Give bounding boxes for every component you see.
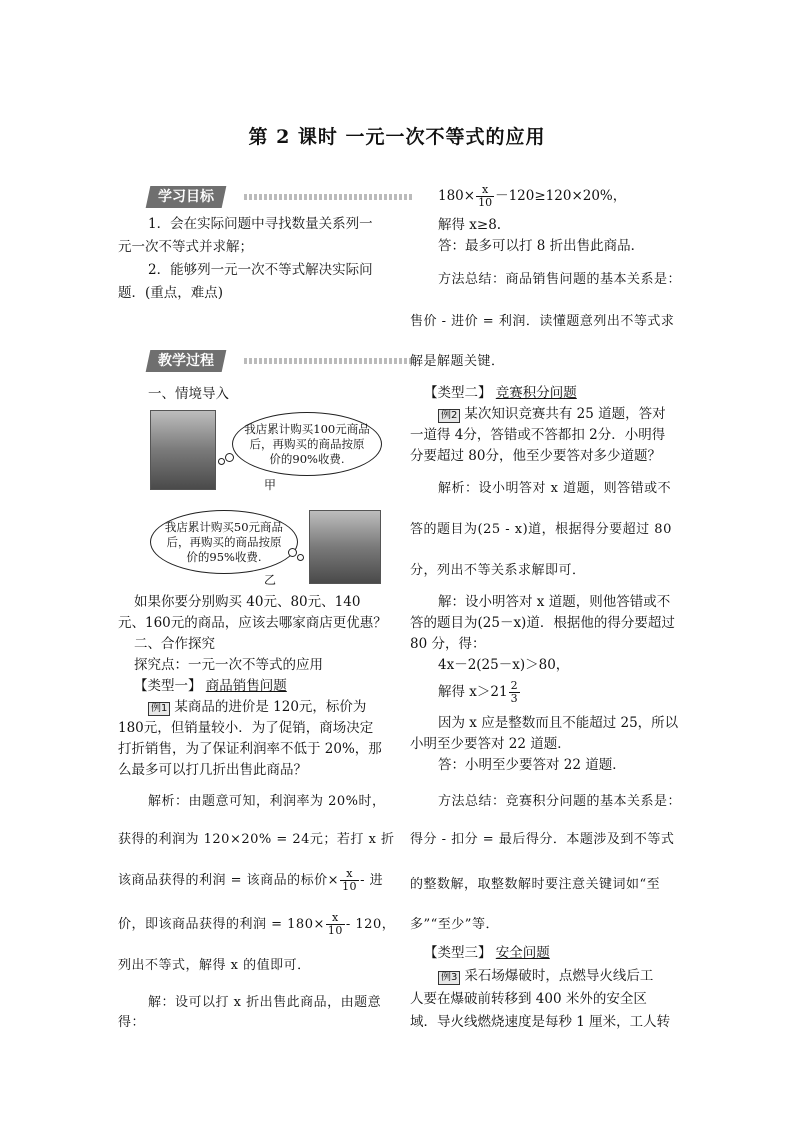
- label-yi: 乙: [264, 573, 277, 587]
- example-3-line-1: 例3 采石场爆破时，点燃导火线后工: [438, 966, 653, 986]
- example-2-tag: 例2: [438, 409, 460, 423]
- method-summary-2-line-3: 的整数解，取整数解时要注意关键词如“至: [410, 877, 661, 892]
- answer-1: 答：最多可以打 8 折出售此商品．: [438, 238, 645, 254]
- section-goals-header: [148, 186, 414, 208]
- solution-2-reason-1: 因为 x 应是整数而且不能超过 25，所以: [438, 715, 679, 731]
- example-3-line-2: 人要在爆破前转移到 400 米外的安全区: [410, 991, 647, 1007]
- cooperation-heading: 二、合作探究: [134, 636, 215, 652]
- question-line-1: 如果你要分别购买 40元、80元、140: [134, 594, 361, 610]
- type-two-heading: 【类型二】 竞赛积分问题: [424, 385, 577, 401]
- analysis-1-line-4: 价，即该商品获得的利润 = 180× $\frac{x}{10}$ - 120，: [118, 911, 396, 937]
- example-1-line-2: 180元，但销量较小．为了促销，商场决定: [118, 720, 374, 736]
- thought-dot: [297, 554, 304, 561]
- answer-2: 答：小明至少要答对 22 道题．: [438, 757, 626, 773]
- goal-2a: 2．能够列一元一次不等式解决实际问: [148, 262, 373, 278]
- speech-bubble-yi: 我店累计购买50元商品 后，再购买的商品按原 价的95%收费.: [150, 510, 298, 574]
- solution-1-line-1: 解：设可以打 x 折出售此商品，由题意: [148, 995, 382, 1010]
- fraction-x-over-10: $\frac{x}{10}$: [478, 183, 493, 209]
- section-process-divider: [244, 358, 414, 364]
- probe-point: 探究点：一元一次不等式的应用: [134, 657, 323, 673]
- analysis-2-line-3: 分，列出不等关系求解即可．: [410, 563, 586, 578]
- example-1-line-1: 例1 某商品的进价是 120元，标价为: [148, 697, 366, 717]
- equation-1: 180× $\frac{x}{10}$ －120≥120×20%，: [438, 183, 627, 209]
- fraction-two-thirds: $\frac{2}{3}$: [510, 679, 518, 705]
- goal-1a: 1．会在实际问题中寻找数量关系列一: [148, 216, 373, 232]
- example-3-line-3: 域．导火线燃烧速度是每秒 1 厘米，工人转: [410, 1014, 671, 1030]
- type-one-heading: 【类型一】 商品销售问题: [134, 678, 287, 694]
- type-three-heading: 【类型三】 安全问题: [424, 945, 550, 961]
- inequality-2: 4x－2(25－x)＞80，: [438, 657, 570, 673]
- shopkeeper-photo-yi: [309, 510, 381, 584]
- solution-result-1: 解得 x≥8.: [438, 217, 502, 233]
- example-2-line-1: 例2 某次知识竞赛共有 25 道题，答对: [438, 404, 666, 424]
- analysis-1-line-3: 该商品获得的利润 = 该商品的标价× $\frac{x}{10}$ - 进: [118, 867, 384, 893]
- question-line-2: 元、160元的商品，应该去哪家商店更优惠？: [118, 615, 387, 631]
- shopkeeper-photo-jia: [150, 410, 216, 490]
- method-summary-2-line-1: 方法总结：竞赛积分问题的基本关系是：: [438, 794, 682, 809]
- goal-1b: 元一次不等式并求解；: [118, 239, 253, 255]
- goal-2b: 题．(重点，难点): [118, 285, 224, 301]
- example-3-tag: 例3: [438, 971, 460, 985]
- method-summary-1-line-3: 解是解题关键．: [410, 354, 505, 369]
- speech-bubble-jia: 我店累计购买100元商品 后，再购买的商品按原 价的90%收费.: [232, 412, 382, 476]
- example-2-line-2: 一道得 4分，答错或不答都扣 2分．小明得: [410, 427, 666, 443]
- solution-2-line-2: 答的题目为(25－x)道．根据他的得分要超过: [410, 615, 675, 631]
- thought-dot: [225, 453, 234, 462]
- thought-dot: [288, 548, 297, 557]
- section-process-label: 教学过程: [146, 350, 227, 372]
- section-goals-divider: [244, 194, 414, 200]
- method-summary-2-line-4: 多”“至少”等．: [410, 917, 499, 932]
- analysis-2-line-1: 解析：设小明答对 x 道题，则答错或不: [438, 481, 672, 496]
- example-1-line-3: 打折销售，为了保证利润率不低于 20%，那: [118, 741, 382, 757]
- solution-2-line-1: 解：设小明答对 x 道题，则他答错或不: [438, 594, 671, 610]
- method-summary-2-line-2: 得分 - 扣分 = 最后得分．本题涉及到不等式: [410, 832, 675, 847]
- method-summary-1-line-1: 方法总结：商品销售问题的基本关系是：: [438, 272, 682, 287]
- example-1-line-4: 么最多可以打几折出售此商品？: [118, 762, 307, 778]
- page-title: 第 2 课时 一元一次不等式的应用: [248, 126, 546, 148]
- thought-dot: [218, 458, 225, 465]
- solution-result-2: 解得 x＞21 $\frac{2}{3}$: [438, 679, 518, 705]
- analysis-1-line-5: 列出不等式，解得 x 的值即可．: [118, 958, 311, 973]
- solution-2-reason-2: 小明至少要答对 22 道题．: [410, 736, 571, 752]
- section-process-header: [148, 350, 414, 372]
- solution-2-line-3: 80 分，得：: [410, 636, 486, 652]
- analysis-1-line-2: 获得的利润为 120×20% = 24元；若打 x 折: [118, 832, 395, 847]
- analysis-1-line-1: 解析：由题意可知，利润率为 20%时，: [148, 794, 386, 809]
- fraction-x-over-10: $\frac{x}{10}$: [342, 867, 358, 893]
- intro-heading: 一、情境导入: [148, 386, 229, 402]
- fraction-x-over-10: $\frac{x}{10}$: [327, 911, 343, 937]
- method-summary-1-line-2: 售价 - 进价 = 利润．读懂题意列出不等式求: [410, 314, 675, 329]
- example-1-tag: 例1: [148, 702, 170, 716]
- solution-1-line-2: 得：: [118, 1015, 146, 1030]
- label-jia: 甲: [264, 478, 277, 492]
- example-2-line-3: 分要超过 80分，他至少要答对多少道题？: [410, 448, 661, 464]
- analysis-2-line-2: 答的题目为(25 - x)道，根据得分要超过 80: [410, 522, 672, 537]
- section-goals-label: 学习目标: [146, 186, 227, 208]
